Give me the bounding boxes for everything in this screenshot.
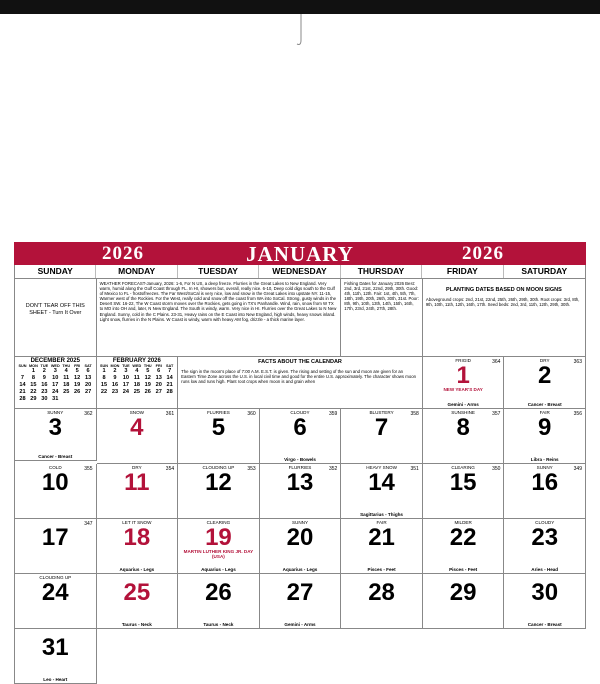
mini-weekday: SAT bbox=[84, 364, 92, 368]
day-cell[interactable] bbox=[260, 574, 342, 629]
weather-tag: FLURRIES bbox=[207, 410, 230, 415]
mini-weekday: TUE bbox=[122, 364, 130, 368]
mini-weekday: WED bbox=[50, 364, 60, 368]
zodiac-sign: Leo - Heart bbox=[43, 677, 68, 682]
mini-calendar bbox=[15, 357, 97, 409]
days-remaining: 351 bbox=[410, 466, 419, 472]
weather-tag: LET IT SNOW bbox=[122, 520, 152, 525]
planting-text: Aboveground crops: 2nd, 21st, 22nd, 25th, 26th, 29th, 30th. Root crops: 3rd, 8th, 9th, 10th, 11th, 12th, 16th, 17th. Seed beds: 2nd, 3rd, 11th, 12th, 29th, 30th. bbox=[425, 297, 580, 308]
weather-tag: FLURRIES bbox=[288, 465, 312, 470]
day-number: 30 bbox=[531, 579, 559, 606]
weekday-tuesday: TUESDAY bbox=[178, 265, 259, 278]
day-number: 11 bbox=[124, 469, 150, 496]
days-remaining: 361 bbox=[165, 411, 175, 417]
days-remaining: 356 bbox=[573, 411, 582, 417]
mini-day: 21 bbox=[166, 382, 173, 388]
day-number: 16 bbox=[531, 469, 559, 496]
mini-day: 19 bbox=[74, 382, 81, 388]
zodiac-sign: Pisces - Feet bbox=[449, 567, 478, 572]
day-cell[interactable] bbox=[178, 464, 260, 519]
day-number: 29 bbox=[449, 579, 477, 606]
day-cell[interactable] bbox=[260, 464, 342, 519]
days-remaining: 363 bbox=[573, 359, 582, 365]
mini-day: 28 bbox=[166, 389, 173, 395]
weekday-friday: FRIDAY bbox=[422, 265, 503, 278]
mini-day: 27 bbox=[155, 389, 162, 395]
weekday-monday: MONDAY bbox=[96, 265, 177, 278]
day-number: 3 bbox=[48, 414, 62, 441]
weather-tag: DRY bbox=[132, 465, 142, 470]
day-number: 13 bbox=[286, 469, 314, 496]
mini-calendar-row bbox=[99, 382, 176, 389]
weather-tag: FAIR bbox=[376, 520, 387, 525]
mini-day: 2 bbox=[42, 368, 46, 374]
month-title: JANUARY bbox=[246, 242, 354, 266]
weather-tag: COLD bbox=[48, 465, 62, 470]
day-cell[interactable] bbox=[423, 357, 505, 409]
zodiac-sign: Cancer - Breast bbox=[38, 454, 73, 459]
holiday-label: MARTIN LUTHER KING JR. DAY (USA) bbox=[183, 549, 254, 559]
mini-day: 18 bbox=[133, 382, 140, 388]
mini-weekday: THU bbox=[143, 364, 152, 368]
mini-day: 14 bbox=[19, 382, 26, 388]
mini-calendar-row bbox=[17, 375, 94, 382]
day-cell[interactable] bbox=[341, 409, 423, 464]
day-number: 20 bbox=[286, 524, 314, 551]
mini-day: 19 bbox=[144, 382, 151, 388]
mini-calendar-row bbox=[99, 389, 176, 396]
mini-day: 4 bbox=[64, 368, 68, 374]
day-number: 22 bbox=[449, 524, 477, 551]
facts-title: FACTS ABOUT THE CALENDAR bbox=[258, 359, 342, 365]
day-cell[interactable] bbox=[504, 409, 586, 464]
mini-day: 24 bbox=[52, 389, 59, 395]
mini-day: 3 bbox=[53, 368, 57, 374]
mini-day: 3 bbox=[124, 368, 128, 374]
day-cell[interactable] bbox=[15, 409, 97, 461]
weather-tag: BLUSTERY bbox=[369, 410, 394, 415]
mini-weekday: SAT bbox=[166, 364, 174, 368]
weather-tag: SUNSHINE bbox=[451, 410, 475, 415]
day-number: 19 bbox=[205, 524, 232, 551]
day-number: 12 bbox=[205, 469, 232, 496]
day-cell[interactable] bbox=[504, 464, 586, 519]
mini-day: 30 bbox=[41, 396, 48, 402]
weather-tag: FRIGID bbox=[455, 358, 471, 363]
day-number: 4 bbox=[130, 414, 144, 441]
mini-day: 15 bbox=[100, 382, 108, 388]
day-cell[interactable] bbox=[178, 409, 260, 464]
calendar-grid bbox=[14, 278, 586, 684]
mini-day: 11 bbox=[133, 375, 140, 381]
day-cell[interactable] bbox=[260, 519, 342, 574]
days-remaining: 357 bbox=[492, 411, 501, 417]
mini-weekday: THU bbox=[62, 364, 71, 368]
mini-day: 23 bbox=[41, 389, 48, 395]
day-cell[interactable] bbox=[341, 519, 423, 574]
mini-day: 24 bbox=[122, 389, 130, 395]
mini-weekday: FRI bbox=[74, 364, 81, 368]
day-number: 24 bbox=[41, 579, 69, 606]
day-cell[interactable] bbox=[341, 574, 423, 629]
weather-tag: CLOUDY bbox=[535, 520, 555, 525]
mini-day: 28 bbox=[19, 396, 26, 402]
day-number: 15 bbox=[449, 469, 477, 496]
day-number: 26 bbox=[205, 579, 232, 606]
zodiac-sign: Gemini - Arms bbox=[447, 402, 479, 407]
mini-day: 9 bbox=[42, 375, 46, 381]
holiday-label: NEW YEAR'S DAY bbox=[443, 387, 483, 392]
zodiac-sign: Cancer - Breast bbox=[527, 402, 562, 407]
calendar-sheet bbox=[14, 242, 586, 682]
mini-day: 10 bbox=[52, 375, 59, 381]
mini-day: 17 bbox=[52, 382, 59, 388]
mini-day: 12 bbox=[144, 375, 151, 381]
day-cell[interactable] bbox=[423, 464, 505, 519]
mini-day: 1 bbox=[102, 368, 106, 374]
facts-text: The sign in the moon's place of 7:00 A.M. E.S.T. is given. The rising and setting of the sun and moon are given for an Eastern Time Zone across the U.S. in local civil time and good for the entire U.S. approximately. The character shows moon runs low and runs high. Plant root crops when moon is and grain when bbox=[181, 369, 416, 385]
day-cell[interactable] bbox=[15, 574, 97, 629]
days-remaining: 349 bbox=[573, 466, 582, 472]
mini-day: 8 bbox=[31, 375, 35, 381]
zodiac-sign: Sagittarius - Thighs bbox=[360, 512, 403, 517]
day-cell[interactable] bbox=[97, 464, 179, 519]
year-left: 2026 bbox=[102, 243, 144, 264]
weekday-sunday: SUNDAY bbox=[15, 265, 96, 278]
days-remaining: 362 bbox=[84, 411, 93, 417]
weekday-wednesday: WEDNESDAY bbox=[259, 265, 340, 278]
day-cell[interactable] bbox=[15, 464, 97, 519]
weather-tag: CLOUDY bbox=[290, 410, 310, 415]
weather-forecast bbox=[97, 279, 342, 357]
day-number: 6 bbox=[293, 414, 307, 441]
mini-day: 26 bbox=[144, 389, 151, 395]
mini-calendar-row bbox=[99, 368, 176, 375]
mini-day: 15 bbox=[30, 382, 37, 388]
day-number: 23 bbox=[531, 524, 559, 551]
weather-tag: SNOW bbox=[129, 410, 144, 415]
zodiac-sign: Gemini - Arms bbox=[284, 622, 316, 627]
weather-tag: CLOUDING UP bbox=[39, 575, 72, 580]
day-cell[interactable] bbox=[178, 519, 260, 574]
zodiac-sign: Libra - Reins bbox=[530, 457, 559, 462]
mini-day: 6 bbox=[86, 368, 90, 374]
day-cell[interactable] bbox=[504, 574, 586, 629]
day-cell[interactable] bbox=[341, 464, 423, 519]
mini-day: 22 bbox=[30, 389, 37, 395]
day-number: 27 bbox=[286, 579, 314, 606]
mini-weekday: MON bbox=[28, 364, 38, 368]
mini-day: 12 bbox=[74, 375, 81, 381]
days-remaining: 355 bbox=[84, 466, 93, 472]
day-number: 2 bbox=[538, 362, 552, 389]
weather-tag: MILDER bbox=[454, 520, 472, 525]
zodiac-sign: Aquarius - Legs bbox=[119, 567, 155, 572]
days-remaining: 360 bbox=[247, 411, 256, 417]
mini-weekday: FRI bbox=[155, 364, 162, 368]
day-cell[interactable] bbox=[504, 357, 586, 409]
mini-calendar bbox=[97, 357, 179, 409]
days-remaining: 359 bbox=[328, 411, 338, 417]
weekday-saturday: SATURDAY bbox=[521, 266, 568, 276]
day-cell[interactable] bbox=[423, 519, 505, 574]
mini-weekday: WED bbox=[132, 364, 142, 368]
hanger-hook-icon bbox=[294, 14, 308, 48]
mini-day: 20 bbox=[155, 382, 162, 388]
day-number: 8 bbox=[456, 414, 470, 441]
calendar-hanger-bar bbox=[0, 0, 600, 14]
mini-calendar-row bbox=[17, 389, 94, 396]
weather-tag: FAIR bbox=[539, 410, 550, 415]
day-number: 14 bbox=[368, 469, 395, 496]
mini-day: 11 bbox=[63, 375, 70, 381]
planting-dates bbox=[423, 279, 586, 357]
days-remaining: 354 bbox=[165, 466, 175, 472]
mini-weekday: MON bbox=[110, 364, 120, 368]
calendar-header bbox=[14, 242, 586, 265]
day-cell[interactable] bbox=[260, 409, 342, 464]
day-number: 5 bbox=[211, 414, 226, 441]
weather-tag: HEAVY SNOW bbox=[366, 465, 397, 470]
mini-day bbox=[72, 396, 83, 403]
mini-day: 26 bbox=[74, 389, 81, 395]
mini-day: 10 bbox=[122, 375, 130, 381]
fishing-text: Fishing Dates for January 2026 Best: 2nd, 3rd, 21st, 22nd, 29th, 30th. Good: 4th, 11th, 12th. Fair: 1st, 4th, 5th, 7th, 18th, 19th, 20th, 26th, 30th, 31st. Poor: 8th, 9th, 10th, 13th, 14th, 15th, 16th, 17th, 23rd, 24th, 27th, 28th. bbox=[344, 281, 419, 312]
day-number: 25 bbox=[123, 579, 151, 606]
zodiac-sign: Pisces - Feet bbox=[367, 567, 396, 572]
mini-day: 22 bbox=[100, 389, 108, 395]
zodiac-sign: Aquarius - Legs bbox=[282, 567, 318, 572]
day-cell[interactable] bbox=[97, 519, 179, 574]
zodiac-sign: Aries - Head bbox=[531, 567, 559, 572]
year-right: 2026 bbox=[462, 243, 504, 264]
mini-day: 7 bbox=[20, 375, 25, 381]
mini-day: 1 bbox=[31, 368, 35, 374]
zodiac-sign: Cancer - Breast bbox=[527, 622, 562, 627]
mini-day: 25 bbox=[133, 389, 140, 395]
mini-day: 25 bbox=[63, 389, 70, 395]
mini-weekday: SUN bbox=[100, 364, 109, 368]
weather-tag: CLOUDING UP bbox=[202, 465, 235, 470]
weather-tag: CLEARING bbox=[451, 465, 475, 470]
day-number: 17 bbox=[41, 524, 69, 551]
mini-calendar-title: FEBRUARY 2026 bbox=[112, 358, 161, 364]
mini-day bbox=[61, 396, 72, 403]
days-remaining: 358 bbox=[410, 411, 419, 417]
days-remaining: 350 bbox=[492, 466, 501, 472]
mini-day: 31 bbox=[52, 396, 59, 402]
facts-about-calendar bbox=[178, 357, 423, 409]
day-cell[interactable] bbox=[423, 574, 505, 629]
zodiac-sign: Taurus - Neck bbox=[203, 622, 234, 627]
day-cell[interactable] bbox=[423, 409, 505, 464]
mini-calendar-row bbox=[99, 375, 176, 382]
mini-day: 13 bbox=[84, 375, 92, 381]
day-cell[interactable] bbox=[504, 519, 586, 574]
day-cell[interactable] bbox=[15, 519, 97, 574]
mini-day: 5 bbox=[146, 368, 150, 374]
day-number: 10 bbox=[41, 469, 69, 496]
mini-day: 6 bbox=[157, 368, 161, 374]
day-number: 1 bbox=[456, 362, 470, 389]
day-number: 7 bbox=[374, 414, 389, 441]
day-cell[interactable] bbox=[178, 574, 260, 629]
day-number: 31 bbox=[41, 634, 69, 661]
tear-off-note bbox=[15, 279, 97, 357]
mini-day: 13 bbox=[155, 375, 162, 381]
fishing-dates bbox=[341, 279, 423, 357]
mini-day: 18 bbox=[63, 382, 70, 388]
mini-day: 20 bbox=[84, 382, 92, 388]
weather-tag: SUNNY bbox=[536, 465, 553, 470]
day-cell[interactable] bbox=[15, 629, 97, 684]
mini-day: 29 bbox=[30, 396, 37, 402]
day-number: 18 bbox=[123, 524, 151, 551]
planting-title: PLANTING DATES BASED ON MOON SIGNS bbox=[446, 287, 562, 293]
mini-day bbox=[83, 396, 94, 403]
mini-day: 16 bbox=[41, 382, 48, 388]
days-remaining: 347 bbox=[84, 521, 93, 527]
tear-off-text: DON'T TEAR OFF THIS SHEET - Turn It Over bbox=[25, 303, 85, 316]
weather-tag: DRY bbox=[539, 358, 550, 363]
zodiac-sign: Aquarius - Legs bbox=[201, 567, 236, 572]
mini-calendar-row bbox=[17, 396, 94, 403]
mini-weekday: TUE bbox=[40, 364, 49, 368]
days-remaining: 353 bbox=[247, 466, 256, 472]
mini-day: 4 bbox=[135, 368, 139, 374]
mini-day bbox=[17, 368, 28, 375]
weather-text: WEATHER FORECAST-January, 2026: 1-6, For N US, a deep freeze. Flurries in the Great Lakes to New England. Very warm, humid along the Gulf Coast through FL. In HI, showers but, overall, really nice. 6-10, Deep cold digs south to the Gulf of Mexico to FL - frosts/freezes. The Far West/SoCal is very nice, low and snow in the Great Lakes into upstate NY. 11-15, Warmer west of the Rockies. For the West, really cold and snow off the coast from WA into SoCal. Strong, gusty winds in the Desert SW. 16-22, The W Coast storm moves over the Rockies, gets going in TX's Panhandle. Wind, rain, snow from W TX to MO into OH and, later, N New England. The South is windy, warm. Very nice in HI. Flurries over the Great Lakes to N New England. Sunny, cold in the C Plains. 23-31, Heavy rains on the E Coast into New England, high winds, heavy snows inland. Light snow, flurries in the N Plains. W Coast is windy, warm with heavy AM fog, drizzle - a thick marine layer. bbox=[99, 281, 337, 322]
mini-day: 17 bbox=[122, 382, 130, 388]
mini-day: 2 bbox=[113, 368, 117, 374]
day-number: 9 bbox=[538, 414, 552, 441]
mini-weekday: SUN bbox=[18, 364, 27, 368]
mini-calendar-row bbox=[17, 382, 94, 389]
days-remaining: 364 bbox=[492, 359, 501, 365]
mini-day: 23 bbox=[111, 389, 119, 395]
zodiac-sign: Virgo - Bowels bbox=[284, 457, 316, 462]
day-cell[interactable] bbox=[97, 409, 179, 464]
day-number: 28 bbox=[368, 579, 395, 606]
mini-calendar-row bbox=[17, 368, 94, 375]
mini-day: 7 bbox=[168, 368, 172, 374]
mini-day: 5 bbox=[75, 368, 79, 374]
mini-calendar-title: DECEMBER 2025 bbox=[30, 358, 80, 364]
zodiac-sign: Taurus - Neck bbox=[121, 622, 152, 627]
mini-day: 8 bbox=[102, 375, 106, 381]
day-number: 21 bbox=[368, 524, 395, 551]
day-cell[interactable] bbox=[97, 574, 179, 629]
mini-day: 16 bbox=[111, 382, 119, 388]
weekday-thursday: THURSDAY bbox=[341, 265, 422, 278]
mini-day: 14 bbox=[166, 375, 173, 381]
weather-tag: CLEARING bbox=[206, 520, 231, 525]
weather-tag: SUNNY bbox=[291, 520, 309, 525]
mini-day: 9 bbox=[113, 375, 117, 381]
weather-tag: SUNNY bbox=[47, 410, 64, 415]
mini-day: 21 bbox=[19, 389, 26, 395]
days-remaining: 352 bbox=[328, 466, 338, 472]
mini-day: 27 bbox=[84, 389, 92, 395]
